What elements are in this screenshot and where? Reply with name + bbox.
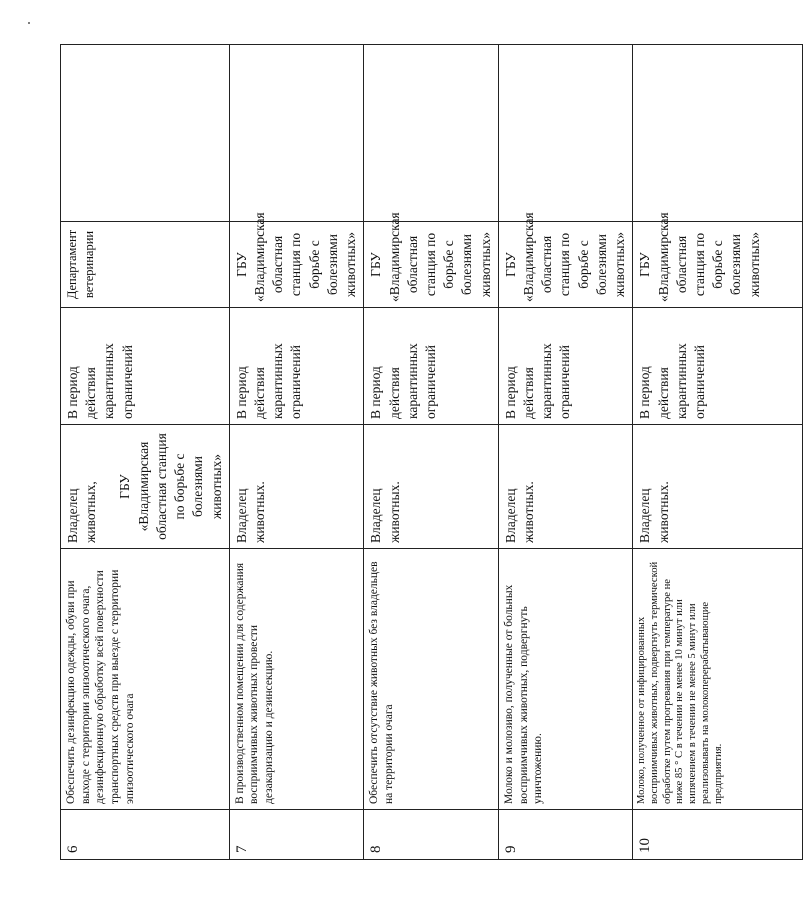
responsible-cell: Владелец животных. <box>633 425 803 549</box>
responsible-cell: Владелец животных. <box>498 425 633 549</box>
term-cell: В период действия карантинных ограничений <box>633 308 803 425</box>
table-row <box>229 45 364 860</box>
action-cell: Молоко, полученное от инфицированных восприимчивых животных, подвергнуть термической обработке путем прогревания при температуре не ниже 85 ° С в течении не менее 10 минут или кипячением в течении не менее 5 минут или реализовывать на молокоперерабатывающие предприятия. <box>633 549 803 810</box>
rotated-table-wrapper <box>60 45 762 860</box>
action-cell: В производственном помещении для содержания восприимчивых животных провести дезакаризацию и дезинсекцию. <box>229 549 364 810</box>
table-row <box>364 45 499 860</box>
scan-speck <box>28 22 30 24</box>
action-cell: Обеспечить дезинфекцию одежды, обуви при выходе с территории эпизоотического очага, дезинфекционную обработку всей поверхности транспортных средств при выезде с территории эпизоотического очага <box>61 549 230 810</box>
table-row <box>633 45 803 860</box>
responsible-cell: Владелец животных. <box>364 425 499 549</box>
control-cell: ГБУ «Владимирская областная станция по борьбе с болезнями животных» <box>229 222 364 308</box>
control-cell: Департамент ветеринарии <box>61 222 230 308</box>
row-number: 6 <box>61 810 230 860</box>
term-cell: В период действия карантинных ограничений <box>229 308 364 425</box>
responsible-secondary: ГБУ «Владимирская областная станция по борьбе с болезнями животных» <box>117 433 224 540</box>
control-cell: ГБУ «Владимирская областная станция по борьбе с болезнями животных» <box>498 222 633 308</box>
measures-table <box>60 44 803 860</box>
responsible-cell: Владелец животных. <box>229 425 364 549</box>
term-cell: В период действия карантинных ограничений <box>61 308 230 425</box>
row-number: 9 <box>498 810 633 860</box>
row-number: 10 <box>633 810 803 860</box>
control-cell: ГБУ «Владимирская областная станция по борьбе с болезнями животных» <box>633 222 803 308</box>
row-number: 7 <box>229 810 364 860</box>
action-cell: Обеспечить отсутствие животных без владельцев на территории очага <box>364 549 499 810</box>
table-row <box>498 45 633 860</box>
row-number: 8 <box>364 810 499 860</box>
term-cell: В период действия карантинных ограничений <box>364 308 499 425</box>
action-cell: Молоко и молозиво, полученные от больных восприимчивых животных, подвергнуть уничтожению. <box>498 549 633 810</box>
responsible-primary: Владелец животных, <box>65 481 99 543</box>
term-cell: В период действия карантинных ограничений <box>498 308 633 425</box>
responsible-cell <box>61 425 230 549</box>
control-cell: ГБУ «Владимирская областная станция по борьбе с болезнями животных» <box>364 222 499 308</box>
table-row <box>61 45 230 860</box>
